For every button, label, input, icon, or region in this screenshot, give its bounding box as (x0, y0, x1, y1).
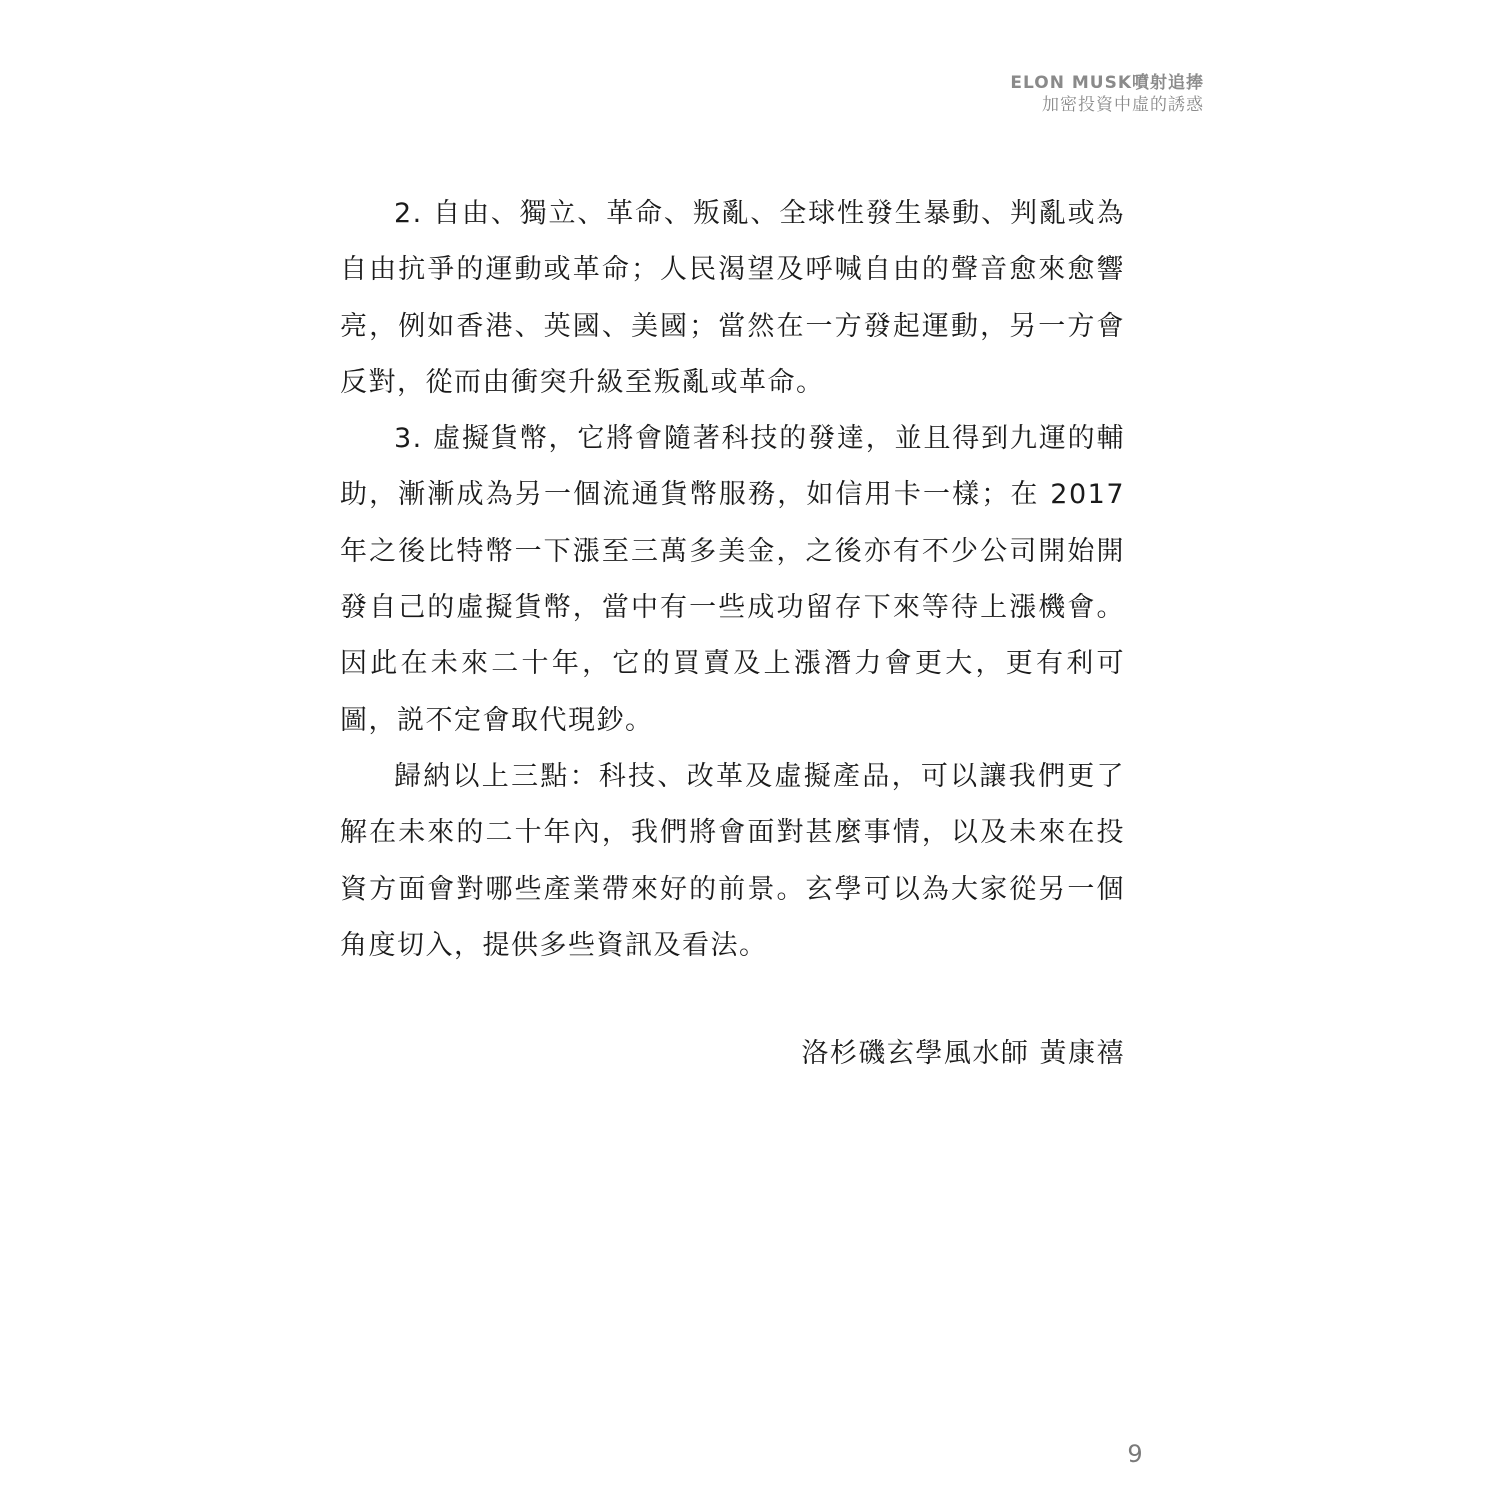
body-text (340, 186, 1125, 974)
paragraph-point-2: 2. 自由、獨立、革命、叛亂、全球性發生暴動、判亂或為自由抗爭的運動或革命；人民渴望及呼喊自由的聲音愈來愈響亮，例如香港、英國、美國；當然在一方發起運動，另一方會反對，從而由衝突升級至叛亂或革命。 (340, 198, 1125, 398)
paragraph-point-3: 3. 虛擬貨幣，它將會隨著科技的發達，並且得到九運的輔助，漸漸成為另一個流通貨幣服務，如信用卡一樣；在 2017 年之後比特幣一下漲至三萬多美金，之後亦有不少公司開始開發自己的虛擬貨幣，當中有一些成功留存下來等待上漲機會。因此在未來二十年，它的買賣及上漲潛力會更大，更有利可圖，説不定會取代現鈔。 (340, 423, 1125, 736)
running-head-subtitle: 加密投資中虛的誘惑 (1042, 95, 1204, 115)
author-signature: 洛杉磯玄學風水師 黃康禧 (801, 1038, 1125, 1069)
page-number: 9 (1127, 1440, 1143, 1468)
paragraph-summary: 歸納以上三點：科技、改革及虛擬產品，可以讓我們更了解在未來的二十年內，我們將會面對甚麼事情，以及未來在投資方面會對哪些產業帶來好的前景。玄學可以為大家從另一個角度切入，提供多些資訊及看法。 (340, 760, 1125, 961)
running-head-title: ELON MUSK噴射追捧 (1010, 73, 1204, 93)
running-head (1010, 72, 1204, 116)
